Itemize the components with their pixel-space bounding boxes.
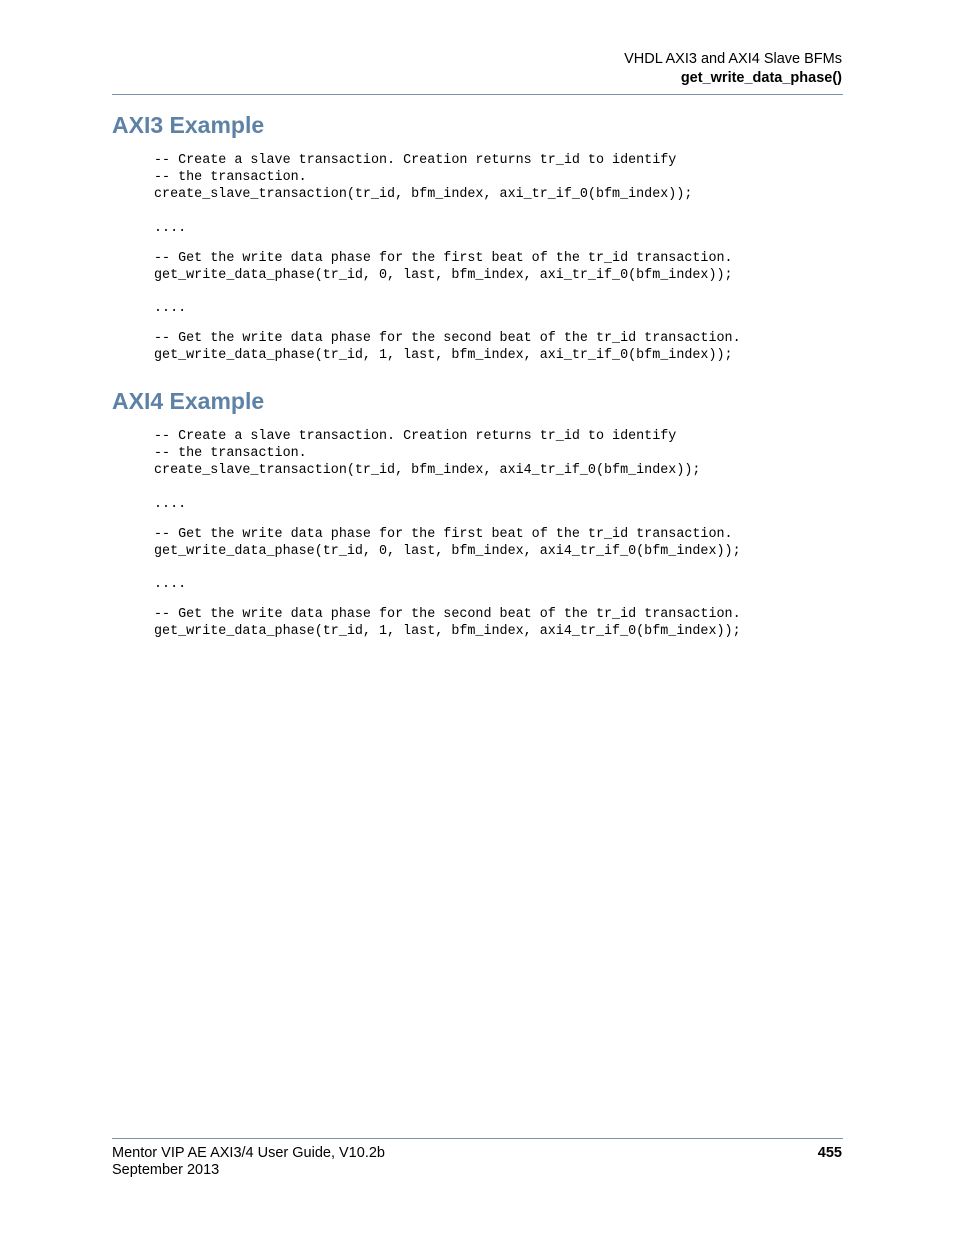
header-title: VHDL AXI3 and AXI4 Slave BFMs xyxy=(624,51,842,67)
section-heading-axi3: AXI3 Example xyxy=(112,112,265,138)
code-block: -- Create a slave transaction. Creation returns tr_id to identify -- the transaction. create_slave_transaction(tr_id, bfm_index, axi_tr_if_0(bfm_index)); xyxy=(154,153,693,202)
section-heading-axi4: AXI4 Example xyxy=(112,388,265,414)
code-block: -- Get the write data phase for the first beat of the tr_id transaction. get_write_data_phase(tr_id, 0, last, bfm_index, axi4_tr_if_0(bfm_index)); xyxy=(154,527,741,559)
code-block: -- Get the write data phase for the first beat of the tr_id transaction. get_write_data_phase(tr_id, 0, last, bfm_index, axi_tr_if_0(bfm_index)); xyxy=(154,251,733,283)
code-block: -- Get the write data phase for the second beat of the tr_id transaction. get_write_data_phase(tr_id, 1, last, bfm_index, axi4_tr_if_0(bfm_index)); xyxy=(154,607,741,639)
code-block: -- Get the write data phase for the second beat of the tr_id transaction. get_write_data_phase(tr_id, 1, last, bfm_index, axi_tr_if_0(bfm_index)); xyxy=(154,331,741,363)
code-ellipsis: .... xyxy=(154,301,187,316)
page-number: 455 xyxy=(817,1145,842,1161)
running-footer xyxy=(112,1145,842,1179)
header-subtitle: get_write_data_phase() xyxy=(680,70,842,86)
code-ellipsis: .... xyxy=(154,221,187,236)
code-block: -- Create a slave transaction. Creation returns tr_id to identify -- the transaction. create_slave_transaction(tr_id, bfm_index, axi4_tr_if_0(bfm_index)); xyxy=(154,429,701,478)
code-ellipsis: .... xyxy=(154,577,187,592)
footer-rule xyxy=(112,1138,843,1139)
code-ellipsis: .... xyxy=(154,497,187,512)
footer-date: September 2013 xyxy=(112,1162,220,1178)
running-header xyxy=(112,50,842,88)
header-rule xyxy=(112,94,843,95)
footer-guide-title: Mentor VIP AE AXI3/4 User Guide, V10.2b xyxy=(112,1145,385,1161)
